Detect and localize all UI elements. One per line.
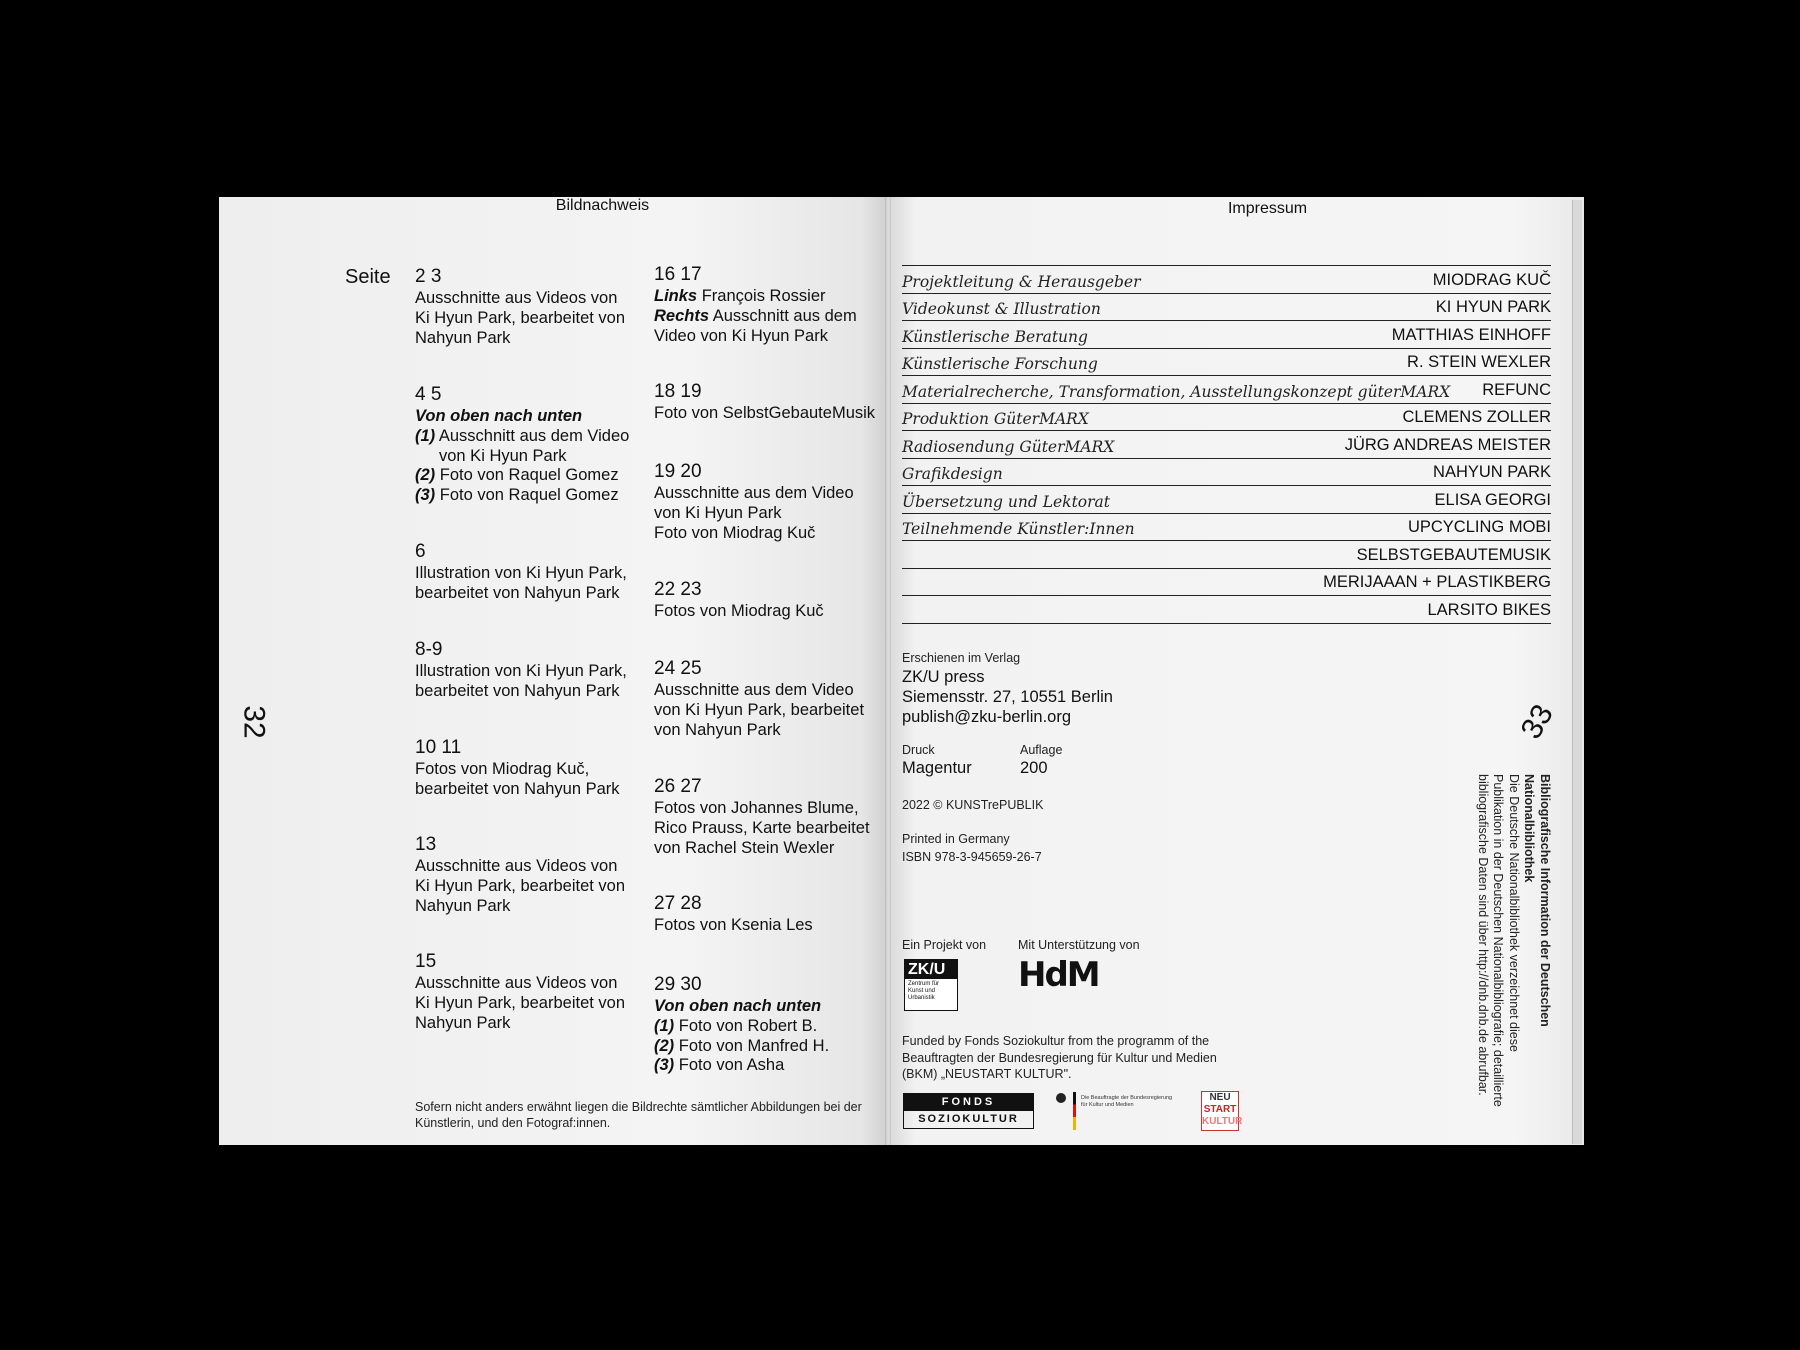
credit-line: Ki Hyun Park, bearbeitet von — [415, 308, 626, 327]
impressum-name: NAHYUN PARK — [1433, 463, 1551, 481]
book-gutter — [885, 197, 891, 1145]
impressum-role: Grafikdesign — [902, 465, 1003, 483]
dnb-title: Bibliografische Information der Deutschen Nationalbibliothek — [1522, 774, 1552, 1027]
impressum-role: Künstlerische Forschung — [902, 355, 1098, 373]
support-label: Mit Unterstützung von — [1018, 938, 1140, 952]
impressum-name: UPCYCLING MOBI — [1407, 518, 1551, 536]
credit-line: Rico Prauss, Karte bearbeitet — [654, 818, 870, 837]
credit-line — [654, 287, 857, 307]
credit-item — [415, 427, 629, 447]
credit-item-text: Foto von Raquel Gomez — [439, 486, 619, 505]
bkm-line: Die Beauftragte der Bundesregierung — [1081, 1095, 1173, 1101]
credit-line: von Rachel Stein Wexler — [654, 838, 835, 857]
credit-entry — [654, 264, 857, 346]
fonds-logo-top: FONDS — [904, 1094, 1033, 1111]
credit-page-numbers: 10 11 — [415, 737, 462, 758]
footnote-line: Künstlerin, und den Fotograf:innen. — [415, 1115, 611, 1130]
credit-line: von Nahyun Park — [654, 720, 781, 739]
impressum-name: SELBSTGEBAUTEMUSIK — [1356, 545, 1551, 564]
credit-text: Video von Ki Hyun Park — [654, 326, 828, 345]
credit-heading: Von oben nach unten — [654, 997, 822, 1015]
credit-item-marker: (2) — [415, 466, 436, 485]
credit-entry — [415, 384, 629, 506]
impressum-name: JÜRG ANDREAS MEISTER — [1344, 435, 1551, 454]
credit-entry — [654, 974, 829, 1076]
credit-entry — [415, 266, 625, 348]
credit-entry — [654, 658, 864, 740]
funding-note — [902, 1033, 1262, 1083]
credit-entry — [415, 541, 627, 604]
publisher-name: ZK/U press — [902, 668, 985, 686]
credit-entry — [654, 579, 824, 622]
credit-entry — [654, 893, 813, 936]
credit-line: Illustration von Ki Hyun Park, — [415, 564, 627, 582]
credit-entry — [654, 776, 870, 858]
impressum-row — [902, 376, 1551, 404]
credit-entry — [415, 737, 620, 800]
impressum-row — [902, 294, 1551, 322]
credit-item — [654, 1037, 829, 1057]
impressum-role: Videokunst & Illustration — [902, 300, 1101, 318]
impressum-role: Übersetzung und Lektorat — [902, 492, 1111, 511]
credit-text: Ausschnitt aus dem — [712, 306, 857, 325]
credit-page-numbers: 27 28 — [654, 893, 702, 914]
zku-logo-text: ZK/U — [905, 960, 957, 979]
fonds-soziokultur-logo — [903, 1093, 1034, 1129]
credit-entry — [415, 951, 625, 1033]
credit-page-numbers: 19 20 — [654, 461, 702, 482]
zku-logo-line: Kunst und — [908, 988, 936, 994]
credit-line: Ausschnitte aus Videos von — [415, 857, 618, 875]
dnb-line: bibliografische Daten sind über http://dnb.dnb.de abrufbar. — [1476, 774, 1490, 1096]
credit-page-numbers: 8-9 — [415, 639, 443, 660]
publisher-email: publish@zku-berlin.org — [902, 708, 1071, 726]
impressum-role: Produktion GüterMARX — [902, 410, 1089, 428]
credit-line: Nahyun Park — [415, 328, 511, 347]
impressum-row — [902, 404, 1551, 432]
auflage-value: 200 — [1020, 759, 1048, 777]
page-number-right: 33 — [1514, 699, 1560, 745]
bkm-line: für Kultur und Medien — [1081, 1102, 1134, 1108]
impressum-name: MERIJAAAN + PLASTIKBERG — [1323, 573, 1551, 591]
credit-entry — [654, 381, 875, 424]
credit-side-label: Rechts — [654, 306, 710, 325]
druck-label: Druck — [902, 743, 935, 757]
neustart-kultur-logo — [1201, 1091, 1243, 1131]
credit-item — [654, 1017, 829, 1037]
impressum-role: Materialrecherche, Transformation, Ausstellungskonzept güterMARX — [902, 382, 1451, 401]
impressum-name: CLEMENS ZOLLER — [1402, 408, 1551, 426]
page-number-left: 32 — [237, 705, 271, 739]
credit-item-marker: (3) — [654, 1056, 675, 1075]
dnb-line: Die Deutsche Nationalbibliothek verzeichnet diese — [1507, 774, 1521, 1052]
printed-in: Printed in Germany — [902, 832, 1010, 846]
bkm-logo — [1056, 1092, 1186, 1132]
copyright: 2022 © KUNSTrePUBLIK — [902, 798, 1044, 812]
impressum-row — [902, 431, 1551, 459]
impressum-name: LARSITO BIKES — [1427, 600, 1551, 619]
projekt-label: Ein Projekt von — [902, 938, 987, 952]
page-edge — [1572, 200, 1582, 1144]
credit-entry — [415, 834, 625, 916]
fonds-logo-bottom: SOZIOKULTUR — [918, 1113, 1019, 1125]
credit-item — [415, 486, 629, 506]
impressum-name: REFUNC — [1482, 380, 1551, 399]
credit-page-numbers: 24 25 — [654, 658, 702, 679]
credit-line: Illustration von Ki Hyun Park, — [415, 662, 627, 680]
credit-line: Foto von Miodrag Kuč — [654, 523, 816, 542]
credit-line: Ausschnitte aus Videos von — [415, 974, 618, 992]
credit-page-numbers: 4 5 — [415, 384, 442, 405]
druck-block — [902, 743, 972, 778]
auflage-label: Auflage — [1020, 743, 1063, 757]
credit-line: bearbeitet von Nahyun Park — [415, 583, 620, 602]
credit-line: von Ki Hyun Park, bearbeitet — [654, 700, 865, 719]
impressum-row — [902, 266, 1551, 294]
eagle-icon — [1056, 1093, 1066, 1103]
impressum-row — [902, 321, 1551, 349]
impressum-role: Radiosendung GüterMARX — [902, 437, 1115, 456]
publisher-label: Erschienen im Verlag — [902, 651, 1021, 665]
credit-entry — [654, 461, 854, 543]
impressum-name: MIODRAG KUČ — [1432, 270, 1551, 289]
credit-item-marker: (1) — [654, 1016, 675, 1035]
impressum-name: KI HYUN PARK — [1435, 298, 1551, 316]
footnote-line: Sofern nicht anders erwähnt liegen die Bildrechte sämtlicher Abbildungen bei der — [415, 1100, 862, 1114]
credit-line: Ausschnitte aus Videos von — [415, 289, 618, 307]
impressum-row — [902, 486, 1551, 514]
zku-logo-line: Urbanistik — [908, 995, 935, 1001]
credit-item-text: Foto von Robert B. — [678, 1016, 818, 1035]
credit-text: François Rossier — [701, 287, 826, 305]
credit-item-marker: (2) — [654, 1036, 675, 1055]
impressum-row — [902, 514, 1551, 542]
credit-item-marker: (1) — [415, 426, 436, 445]
credit-page-numbers: 26 27 — [654, 776, 702, 797]
zku-logo-subtitle — [905, 979, 957, 1002]
impressum-row — [902, 349, 1551, 377]
credit-side-label: Links — [654, 287, 698, 305]
credit-line: Fotos von Johannes Blume, — [654, 799, 859, 817]
credit-page-numbers: 29 30 — [654, 974, 702, 995]
dnb-line: Publikation in der Deutschen Nationalbibliografie; detaillierte — [1491, 774, 1506, 1107]
impressum-name: ELISA GEORGI — [1434, 490, 1551, 509]
credit-page-numbers: 22 23 — [654, 579, 702, 600]
impressum-name: R. STEIN WEXLER — [1407, 353, 1551, 371]
credit-line: Ausschnitte aus dem Video — [654, 484, 854, 502]
credit-item-marker: (3) — [415, 486, 436, 505]
running-header-left: Bildnachweis — [555, 197, 650, 214]
funding-line: (BKM) „NEUSTART KULTUR". — [902, 1067, 1072, 1081]
publisher-address: Siemensstr. 27, 10551 Berlin — [902, 688, 1113, 706]
credit-line: Ki Hyun Park, bearbeitet von — [415, 876, 626, 895]
credit-page-numbers: 2 3 — [415, 266, 442, 287]
credit-line: von Ki Hyun Park — [654, 503, 782, 522]
credit-item-text: Ausschnitt aus dem Video — [438, 426, 630, 445]
neustart-line: NEU — [1209, 1092, 1231, 1103]
zku-logo-line: Zentrum für — [908, 981, 940, 987]
seite-label: Seite — [345, 266, 391, 288]
impressum-role: Künstlerische Beratung — [902, 327, 1088, 346]
credit-line: Fotos von Miodrag Kuč — [654, 602, 824, 620]
credit-line: Ausschnitte aus dem Video — [654, 681, 854, 699]
impressum-role: Teilnehmende Künstler:Innen — [902, 520, 1135, 538]
rights-footnote — [415, 1100, 885, 1131]
zku-logo — [904, 959, 958, 1011]
impressum-row — [902, 569, 1551, 597]
running-header-right: Impressum — [1227, 200, 1308, 217]
impressum-row — [902, 541, 1551, 569]
credit-item — [415, 466, 629, 486]
credit-line — [654, 307, 857, 327]
credit-item-text: Foto von Asha — [678, 1056, 785, 1075]
credit-heading: Von oben nach unten — [415, 407, 583, 425]
neustart-line: START — [1203, 1104, 1237, 1115]
impressum-role: Projektleitung & Herausgeber — [902, 272, 1141, 291]
credit-item — [654, 1056, 829, 1076]
credit-line: Ki Hyun Park, bearbeitet von — [415, 993, 626, 1012]
credit-page-numbers: 15 — [415, 951, 437, 972]
credit-page-numbers: 6 — [415, 541, 426, 562]
isbn: ISBN 978-3-945659-26-7 — [902, 850, 1042, 864]
druck-value: Magentur — [902, 759, 972, 777]
credit-line: bearbeitet von Nahyun Park — [415, 779, 620, 798]
hdm-logo: HdM — [1018, 955, 1099, 995]
credit-line: bearbeitet von Nahyun Park — [415, 681, 620, 700]
bkm-logo-text — [1081, 1095, 1172, 1109]
credit-item-text: Foto von Manfred H. — [678, 1036, 830, 1055]
credit-item-continued: von Ki Hyun Park — [439, 446, 567, 465]
auflage-block — [1020, 743, 1062, 778]
neustart-line: KULTUR — [1202, 1116, 1243, 1127]
credit-line: Foto von SelbstGebauteMusik — [654, 404, 876, 422]
credit-page-numbers: 13 — [415, 834, 437, 855]
funding-line: Beauftragten der Bundesregierung für Kultur und Medien — [902, 1050, 1217, 1065]
credit-line — [654, 327, 857, 347]
credit-entry — [415, 639, 627, 702]
dnb-information — [1475, 774, 1553, 1129]
credit-line: Fotos von Miodrag Kuč, — [415, 760, 590, 778]
publisher-block — [902, 651, 1113, 727]
impressum-row — [902, 596, 1551, 624]
impressum-row — [902, 459, 1551, 487]
impressum-name: MATTHIAS EINHOFF — [1391, 325, 1551, 344]
credit-line: Nahyun Park — [415, 896, 511, 915]
credit-page-numbers: 16 17 — [654, 264, 702, 285]
funding-line: Funded by Fonds Soziokultur from the programm of the — [902, 1034, 1210, 1048]
flag-bar-icon — [1073, 1092, 1076, 1130]
credit-line: Fotos von Ksenia Les — [654, 916, 813, 934]
credit-page-numbers: 18 19 — [654, 381, 702, 402]
credit-line: Nahyun Park — [415, 1013, 511, 1032]
impressum-table — [902, 265, 1551, 624]
credit-item-text: Foto von Raquel Gomez — [439, 466, 619, 485]
